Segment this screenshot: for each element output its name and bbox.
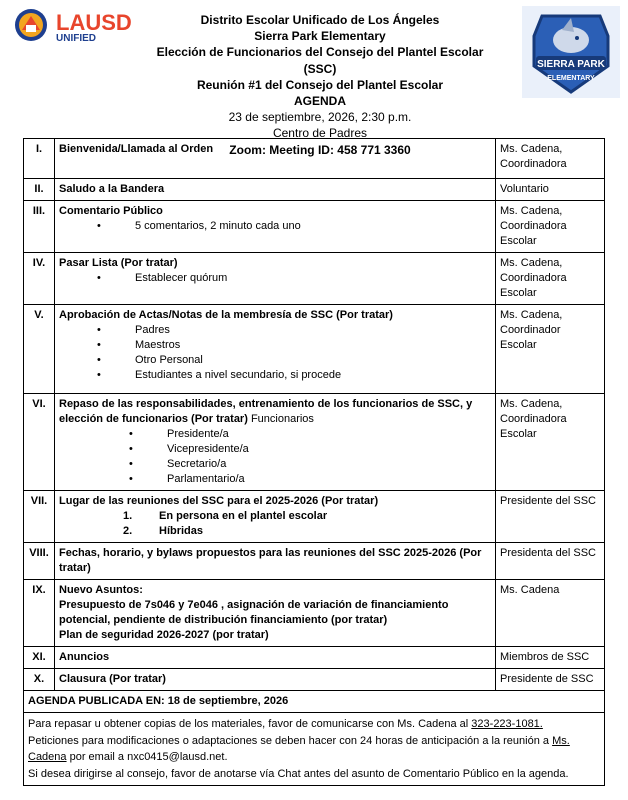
item-title: Saludo a la Bandera bbox=[55, 179, 496, 201]
footer-line-requests bbox=[28, 733, 600, 766]
lausd-text: LAUSD bbox=[56, 10, 132, 35]
agenda-row bbox=[24, 253, 605, 305]
list-number: 1. bbox=[123, 510, 133, 522]
item-title: Clausura (Por tratar) bbox=[55, 669, 496, 691]
item-content bbox=[55, 201, 496, 253]
numbered-list bbox=[59, 509, 491, 539]
copies-text: Para repasar u obtener copias de los materiales, favor de comunicarse con Ms. Cadena al bbox=[28, 718, 472, 730]
list-item bbox=[59, 524, 491, 539]
contact-link[interactable]: Ms. Cadena bbox=[28, 734, 570, 763]
footer-line-copies bbox=[28, 716, 600, 733]
requests-text: Peticiones para modificaciones o adaptaciones se deben hacer con 24 horas de anticipación a la reunión a bbox=[28, 734, 553, 747]
unified-text: UNIFIED bbox=[56, 33, 96, 42]
item-content bbox=[55, 253, 496, 305]
item-content bbox=[55, 305, 496, 394]
item-presenter: Voluntario bbox=[496, 179, 605, 201]
item-content bbox=[55, 580, 496, 647]
published-row bbox=[24, 691, 605, 713]
item-presenter: Ms. Cadena bbox=[496, 580, 605, 647]
bullet-list bbox=[59, 323, 491, 383]
published-date: AGENDA PUBLICADA EN: 18 de septiembre, 2026 bbox=[24, 691, 605, 713]
item-line: Presupuesto de 7s046 y 7e046 , asignación de variación de financiamiento potencial, pendiente de distribución financiamiento (por tratar) bbox=[59, 599, 449, 626]
item-number: III. bbox=[24, 201, 55, 253]
item-number: VII. bbox=[24, 491, 55, 543]
document-header bbox=[150, 12, 490, 158]
item-presenter: Ms. Cadena, Coordinadora Escolar bbox=[496, 253, 605, 305]
agenda-row bbox=[24, 580, 605, 647]
item-number: VIII. bbox=[24, 543, 55, 580]
item-content bbox=[55, 491, 496, 543]
item-title: Repaso de las responsabilidades, entrenamiento de los funcionarios de SSC, y elección de funcionarios (Por tratar) bbox=[59, 398, 473, 425]
agenda-row bbox=[24, 305, 605, 394]
item-title: Bienvenida/Llamada al Orden bbox=[55, 139, 496, 179]
item-number: II. bbox=[24, 179, 55, 201]
item-presenter: Ms. Cadena, Coordinadora bbox=[496, 139, 605, 179]
footer-notes bbox=[24, 713, 605, 786]
item-title-line bbox=[59, 397, 491, 427]
list-item: • Padres bbox=[59, 323, 491, 338]
phone-link[interactable]: 323-223-1081. bbox=[471, 718, 543, 730]
item-presenter: Ms. Cadena, Coordinadora Escolar bbox=[496, 201, 605, 253]
item-title: Lugar de las reuniones del SSC para el 2025-2026 (Por tratar) bbox=[59, 495, 379, 507]
item-presenter: Presidente de SSC bbox=[496, 669, 605, 691]
item-title: Nuevo Asuntos: bbox=[59, 584, 143, 596]
district-name: Distrito Escolar Unificado de Los Ángeles bbox=[200, 13, 440, 27]
item-number: IV. bbox=[24, 253, 55, 305]
agenda-table bbox=[23, 138, 605, 786]
item-number: IX. bbox=[24, 580, 55, 647]
item-presenter: Miembros de SSC bbox=[496, 647, 605, 669]
list-item: • Estudiantes a nivel secundario, si procede bbox=[59, 368, 491, 383]
list-text: Híbridas bbox=[159, 525, 204, 537]
school-name: Sierra Park Elementary bbox=[254, 29, 386, 44]
meeting-title: Reunión #1 del Consejo del Plantel Escolar bbox=[196, 77, 444, 92]
item-title: Fechas, horario, y bylaws propuestos para las reuniones del SSC 2025-2026 (Por tratar) bbox=[55, 543, 496, 580]
item-presenter: Presidenta del SSC bbox=[496, 543, 605, 580]
item-title: Comentario Público bbox=[59, 205, 163, 217]
item-number: X. bbox=[24, 669, 55, 691]
item-number: I. bbox=[24, 139, 55, 179]
item-line: Plan de seguridad 2026-2027 (por tratar) bbox=[59, 629, 269, 641]
item-title-tail: Funcionarios bbox=[250, 413, 314, 425]
item-content bbox=[55, 394, 496, 491]
agenda-row bbox=[24, 491, 605, 543]
bullet-list bbox=[59, 271, 491, 286]
footer-row bbox=[24, 713, 605, 786]
list-item: • Otro Personal bbox=[59, 353, 491, 368]
lausd-logo bbox=[14, 8, 164, 42]
item-number: V. bbox=[24, 305, 55, 394]
logo-line1: SIERRA PARK bbox=[537, 59, 605, 70]
list-text: En persona en el plantel escolar bbox=[159, 510, 328, 522]
email-text: por email a nxc0415@lausd.net. bbox=[66, 751, 228, 763]
item-presenter: Ms. Cadena, Coordinador Escolar bbox=[496, 305, 605, 394]
zoom-info: Zoom: Meeting ID: 458 771 3360 bbox=[229, 142, 411, 157]
item-number: XI. bbox=[24, 647, 55, 669]
list-item: • Establecer quórum bbox=[59, 271, 491, 286]
list-item: • 5 comentarios, 2 minuto cada uno bbox=[59, 219, 491, 234]
agenda-row bbox=[24, 179, 605, 201]
meeting-date: 23 de septiembre, 2026, 2:30 p.m. bbox=[228, 110, 412, 125]
list-item: • Maestros bbox=[59, 338, 491, 353]
item-presenter: Ms. Cadena, Coordinadora Escolar bbox=[496, 394, 605, 491]
agenda-row bbox=[24, 394, 605, 491]
item-title: Aprobación de Actas/Notas de la membresía de SSC (Por tratar) bbox=[59, 309, 393, 321]
list-item: • Presidente/a bbox=[59, 427, 491, 442]
meeting-location: Centro de Padres bbox=[272, 126, 368, 141]
item-title: Pasar Lista (Por tratar) bbox=[59, 257, 178, 269]
logo-line2: ELEMENTARY bbox=[547, 75, 595, 82]
bullet-list bbox=[59, 219, 491, 234]
agenda-row bbox=[24, 139, 605, 179]
item-presenter: Presidente del SSC bbox=[496, 491, 605, 543]
list-item: • Vicepresidente/a bbox=[59, 442, 491, 457]
agenda-row bbox=[24, 669, 605, 691]
election-title: Elección de Funcionarios del Consejo del Plantel Escolar (SSC) bbox=[156, 45, 484, 76]
item-title: Anuncios bbox=[55, 647, 496, 669]
agenda-row bbox=[24, 543, 605, 580]
shark-mascot-icon bbox=[522, 6, 620, 98]
agenda-heading: AGENDA bbox=[293, 94, 346, 109]
lausd-seal-icon bbox=[14, 8, 164, 42]
list-number: 2. bbox=[123, 525, 133, 537]
item-number: VI. bbox=[24, 394, 55, 491]
agenda-row bbox=[24, 201, 605, 253]
list-item: • Parlamentario/a bbox=[59, 472, 491, 487]
sierra-park-logo bbox=[522, 6, 620, 98]
list-item bbox=[59, 509, 491, 524]
bullet-list bbox=[59, 427, 491, 487]
list-item: • Secretario/a bbox=[59, 457, 491, 472]
footer-line-chat: Si desea dirigirse al consejo, favor de anotarse vía Chat antes del asunto de Comentario Público en la agenda. bbox=[28, 767, 569, 780]
agenda-row bbox=[24, 647, 605, 669]
